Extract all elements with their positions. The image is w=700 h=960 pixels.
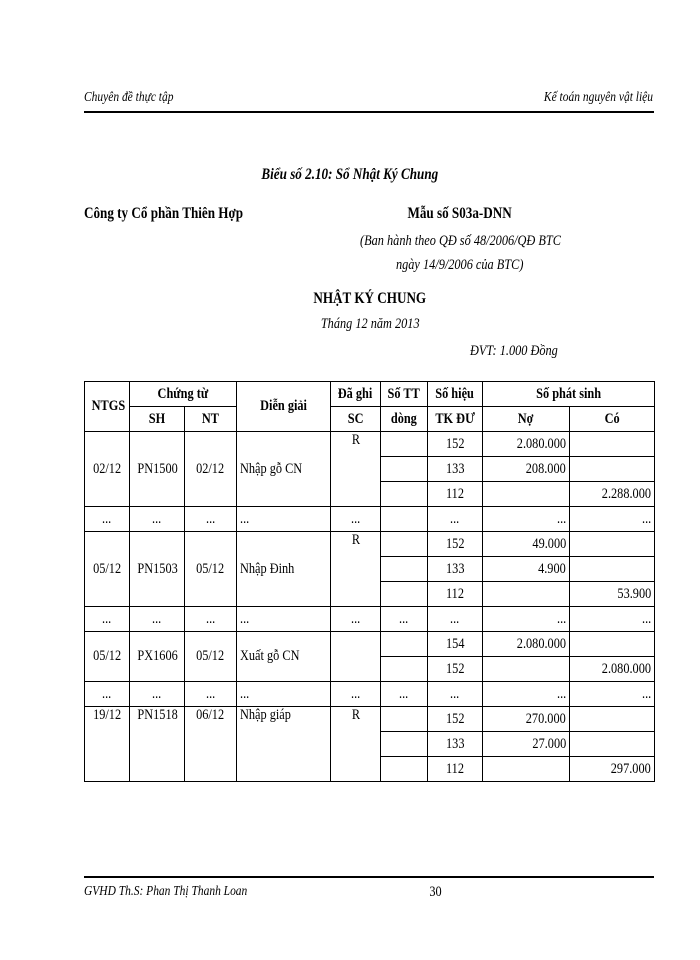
cell-tk: 112 <box>446 760 465 777</box>
ledger-period: Tháng 12 năm 2013 <box>320 316 420 332</box>
form-issued-line1: (Ban hành theo QĐ số 48/2006/QĐ BTC <box>359 233 561 249</box>
form-issued-line2: ngày 14/9/2006 của BTC) <box>396 257 524 273</box>
cell-ntgs: 19/12 <box>92 707 122 723</box>
ledger-title: NHẬT KÝ CHUNG <box>313 290 427 307</box>
cell-tk: 152 <box>445 660 465 677</box>
cell-nt: 05/12 <box>196 560 225 577</box>
cell-dien-giai: Nhập gỗ CN <box>240 460 303 477</box>
col-so-tt: Số TT <box>381 382 428 407</box>
cell-nt: 06/12 <box>196 707 225 723</box>
cell-ntgs: 05/12 <box>92 648 122 664</box>
form-number: Mẫu số S03a-DNN <box>407 205 513 222</box>
col-tk-du: TK ĐƯ <box>428 407 483 432</box>
cell-tk: 133 <box>445 560 465 577</box>
cell-co: 297.000 <box>611 760 652 777</box>
cell-sh: PN1503 <box>137 560 178 577</box>
col-ntgs: NTGS <box>85 382 130 432</box>
cell-sh: PX1606 <box>137 648 178 664</box>
cell-da-ghi: R <box>351 432 360 448</box>
cell-co: 2.288.000 <box>601 485 652 502</box>
col-so-hieu: Số hiệu <box>428 382 483 407</box>
currency-unit: ĐVT: 1.000 Đồng <box>470 343 558 359</box>
cell-dien-giai: Nhập Đinh <box>240 560 295 577</box>
col-nt: NT <box>185 407 237 432</box>
col-so-phat-sinh: Số phát sinh <box>483 382 655 407</box>
cell-sh: PN1518 <box>137 707 178 723</box>
cell-da-ghi: R <box>351 532 360 548</box>
cell-da-ghi: R <box>351 707 360 723</box>
table-row <box>85 707 655 732</box>
col-sh: SH <box>130 407 185 432</box>
cell-no: 4.900 <box>538 560 567 577</box>
header-left: Chuyên đề thực tập <box>84 90 174 105</box>
cell-nt: 02/12 <box>196 460 225 477</box>
cell-tk: 152 <box>445 535 465 552</box>
table-row <box>85 632 655 657</box>
col-no: Nợ <box>483 407 570 432</box>
cell-ntgs: 02/12 <box>92 460 122 477</box>
col-co: Có <box>570 407 655 432</box>
cell-tk: 152 <box>445 710 465 727</box>
ellipsis-row: ... ... ... ... ... ... ... ... ... <box>85 682 655 707</box>
col-so-tt-dong: dòng <box>381 407 428 432</box>
cell-tk: 112 <box>446 485 465 502</box>
footer-rule <box>84 876 654 878</box>
cell-no: 49.000 <box>532 535 567 552</box>
page-number: 30 <box>429 884 442 900</box>
col-da-ghi-sc: SC <box>331 407 381 432</box>
cell-tk: 154 <box>445 635 465 652</box>
footer-advisor: GVHD Th.S: Phan Thị Thanh Loan <box>84 884 248 899</box>
caption: Biểu số 2.10: Sổ Nhật Ký Chung <box>261 166 439 183</box>
journal-table <box>84 381 655 782</box>
cell-no: 270.000 <box>526 710 567 727</box>
cell-tk: 133 <box>445 735 465 752</box>
cell-no: 27.000 <box>532 735 567 752</box>
company-name: Công ty Cổ phần Thiên Hợp <box>84 205 244 222</box>
cell-nt: 05/12 <box>196 648 225 664</box>
col-da-ghi: Đã ghi <box>331 382 381 407</box>
cell-ntgs: 05/12 <box>92 560 122 577</box>
ellipsis-row: ... ... ... ... ... ... ... ... ... <box>85 607 655 632</box>
cell-sh: PN1500 <box>137 460 178 477</box>
cell-co: 2.080.000 <box>601 660 652 677</box>
ellipsis-row: ... ... ... ... ... ... ... ... <box>85 507 655 532</box>
cell-tk: 133 <box>445 460 465 477</box>
col-dien-giai: Diễn giải <box>237 382 331 432</box>
table-row <box>85 432 655 457</box>
cell-dien-giai: Xuất gỗ CN <box>240 648 300 664</box>
cell-no: 208.000 <box>526 460 567 477</box>
cell-dien-giai: Nhập giáp <box>240 707 291 723</box>
cell-no: 2.080.000 <box>516 635 567 652</box>
col-chung-tu: Chứng từ <box>130 382 237 407</box>
cell-tk: 112 <box>446 585 465 602</box>
cell-co: 53.900 <box>617 585 652 602</box>
table-row <box>85 532 655 557</box>
header-right: Kế toán nguyên vật liệu <box>543 90 653 105</box>
header-rule <box>84 111 654 113</box>
cell-tk: 152 <box>445 435 465 452</box>
cell-no: 2.080.000 <box>516 435 567 452</box>
